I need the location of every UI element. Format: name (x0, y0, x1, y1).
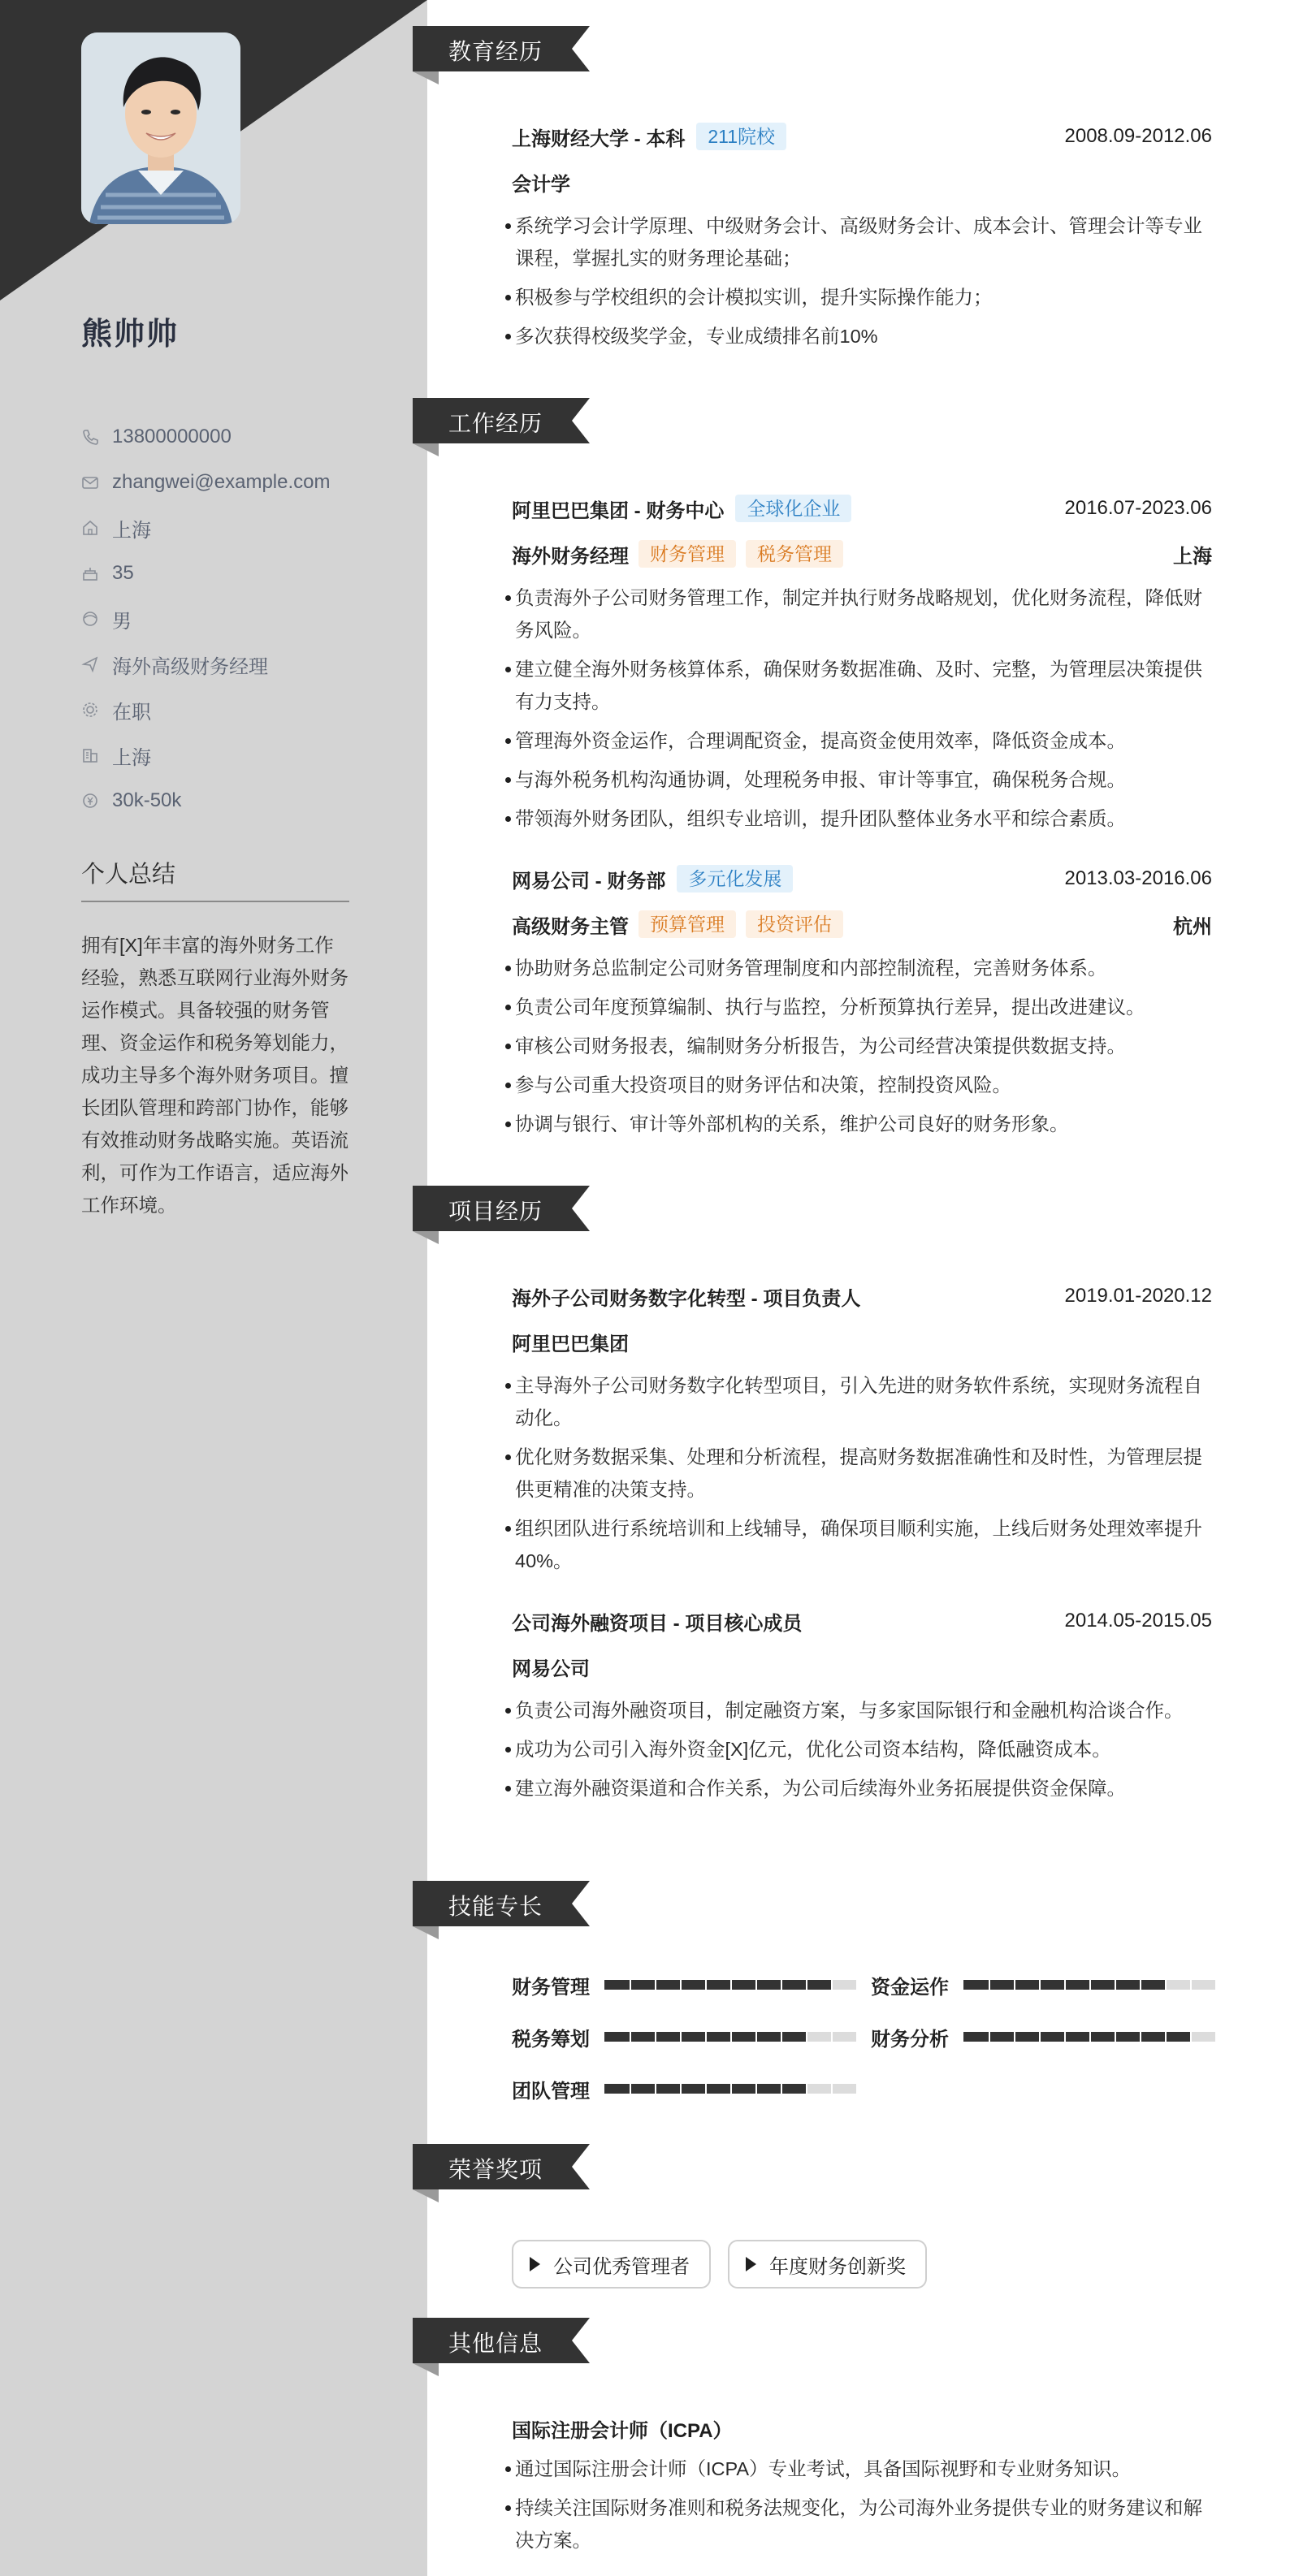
skill-bar-divider (1115, 2032, 1116, 2042)
school-name: 上海财经大学 - 本科 (512, 128, 686, 150)
phone-icon (81, 428, 99, 446)
skill-tag: 投资评估 (746, 910, 843, 938)
skill-tag: 税务管理 (746, 540, 843, 568)
list-item: 通过国际注册会计师（ICPA）专业考试，具备国际视野和专业财务知识。 (512, 2453, 1212, 2485)
work-entry-1 (512, 492, 1212, 841)
job-title: 海外财务经理 (512, 545, 629, 568)
skill-item: 财务分析 (871, 2021, 1215, 2053)
skill-bar-divider (831, 2084, 833, 2094)
skill-tag: 财务管理 (639, 540, 736, 568)
info-phone: 13800000000 (81, 414, 390, 460)
skill-bar-divider (1165, 2032, 1167, 2042)
skill-bar (963, 1980, 1215, 1990)
list-item: 组织团队进行系统培训和上线辅导，确保项目顺利实施，上线后财务处理效率提升40%。 (512, 1512, 1212, 1577)
project-entry-1 (512, 1280, 1212, 1584)
skill-bar-divider (1064, 2032, 1066, 2042)
gender-icon (81, 610, 99, 628)
list-item: 持续关注国际财务准则和税务法规变化，为公司海外业务提供专业的财务建议和解决方案。 (512, 2492, 1212, 2557)
info-location: 上海 (81, 505, 390, 551)
play-triangle-icon (746, 2257, 756, 2271)
company-tag: 多元化发展 (677, 865, 793, 893)
company-name: 阿里巴巴集团 - 财务中心 (512, 499, 725, 522)
list-item: 建立海外融资渠道和合作关系，为公司后续海外业务拓展提供资金保障。 (512, 1772, 1212, 1804)
skill-bar-divider (1115, 1980, 1116, 1990)
honor-badge: 公司优秀管理者 (512, 2240, 711, 2289)
list-item: 系统学习会计学原理、中级财务会计、高级财务会计、成本会计、管理会计等专业课程，掌握扎实的财务理论基础； (512, 210, 1212, 274)
list-item: 协助财务总监制定公司财务管理制度和内部控制流程，完善财务体系。 (512, 952, 1212, 984)
work-date: 2013.03-2016.06 (1064, 867, 1212, 889)
skill-bar-divider (1014, 2032, 1015, 2042)
work-date: 2016.07-2023.06 (1064, 497, 1212, 519)
company-tag: 全球化企业 (735, 495, 851, 522)
project-title: 海外子公司财务数字化转型 - 项目负责人 (512, 1287, 861, 1310)
skill-bar (963, 2032, 1215, 2042)
skill-bar-divider (781, 2084, 782, 2094)
skill-bar-divider (1039, 2032, 1041, 2042)
home-icon (81, 519, 99, 537)
skill-bar-divider (989, 1980, 990, 1990)
honor-badge: 年度财务创新奖 (728, 2240, 927, 2289)
skill-item: 财务管理 (512, 1969, 856, 2001)
skill-bar-divider (630, 2032, 631, 2042)
skill-bar-divider (730, 2032, 732, 2042)
list-item: 负责海外子公司财务管理工作，制定并执行财务战略规划，优化财务流程，降低财务风险。 (512, 581, 1212, 646)
project-date: 2014.05-2015.05 (1064, 1610, 1212, 1632)
skill-bar-divider (680, 2084, 682, 2094)
project-org: 阿里巴巴集团 (512, 1333, 629, 1355)
age-icon (81, 564, 99, 582)
skill-bar-divider (781, 1980, 782, 1990)
skill-bar-divider (705, 2084, 707, 2094)
work-entry-2 (512, 862, 1212, 1147)
avatar (81, 32, 240, 224)
skill-bar-divider (755, 2032, 757, 2042)
skill-bar (604, 2084, 856, 2094)
skill-bar-divider (655, 2032, 656, 2042)
project-entry-2 (512, 1605, 1212, 1811)
project-title: 公司海外融资项目 - 项目核心成员 (512, 1612, 803, 1635)
sidebar (0, 0, 427, 2576)
list-item: 负责公司海外融资项目，制定融资方案，与多家国际银行和金融机构洽谈合作。 (512, 1694, 1212, 1727)
main-content: 教育经历 上海财经大学 - 本科 211院校 2008.09-2012.06 会计学 系统学习会计学原理、中级财务会计、高级财务会计、成本会计、管理会计等专业课程，掌握扎实的财务理论基础； 积极参与学校组织的会计模拟实训，提升实际操作能力； 多次获得校级奖学金，专业成绩排名前10% 工作经历 阿里巴巴集团 - 财务中心 全球化企业 2016.07-2023.06 海外财务经理 财务管理 税务管理 上海 负责海外子公司财务管理工作，制定并执行财务战略规划，优化财务流程，降低财务风险。 建立健全海外财务核算体系，确保财务数据准确、及时、完整，为管理层决策提供有力支持。 管理海外资金运作，合理调配资金，提高资金使用效率，降低资金成本。 与海外税务机构沟通协调，处理税务申报、审计等事宜，确保税务合规。 带领海外财务团队，组织专业培训，提升团队整体业务水平和综合素质。 网易公司 - 财务部 多元化发展 2013.03-2016.06 高级财务主管 预算管理 投资评估 杭州 协助财务总监制定公司财务管理制度和内部控制流程，完善财务体系。 负责公司年度预算编制、执行与监控，分析预算执行差异，提出改进建议。 审核公司财务报表，编制财务分析报告，为公司经营决策提供数据支持。 参与公司重大投资项目的财务评估和决策，控制投资风险。 协调与银行、审计等外部机构的关系，维护公司良好的财务形象。 项目经历 海外子公司财务数字化转型 - 项目负责人 2019.01-2020.12 阿里巴巴集团 主导海外子公司财务数字化转型项目，引入先进的财务软件系统，实现财务流程自动化。 优化财务数据采集、处理和分析流程，提高财务数据准确性和及时性，为管理层提供更精准的决策支持。 组织团队进行系统培训和上线辅导，确保项目顺利实施，上线后财务处理效率提升40%。 公司海外融资项目 - 项目核心成员 2014.05-2015.05 网易公司 负责公司海外融资项目，制定融资方案，与多家国际银行和金融机构洽谈合作。 成功为公司引入海外资金[X]亿元，优化公司资本结构，降低融资成本。 建立海外融资渠道和合作关系，为公司后续海外业务拓展提供资金保障。 技能专长 财务管理 资金运作 税务筹划 财务分析 团队管理 荣誉奖项 公司优秀管理者 年度财务创新奖 其他信息 国际注册会计师（ICPA） 通过国际注册会计师（ICPA）专业考试，具备国际视野和专业财务知识。 持续关注国际财务准则和税务法规变化，为公司海外业务提供专业的财务建议和解决方案。 (427, 0, 1290, 2576)
skill-bar-divider (806, 2032, 807, 2042)
skill-bar-divider (730, 2084, 732, 2094)
info-email: zhangwei@example.com (81, 460, 390, 505)
target-position-icon (81, 655, 99, 673)
skill-bar-divider (989, 2032, 990, 2042)
skill-bar-divider (1039, 1980, 1041, 1990)
list-item: 参与公司重大投资项目的财务评估和决策，控制投资风险。 (512, 1069, 1212, 1101)
other-entry (512, 2412, 1212, 2563)
play-triangle-icon (530, 2257, 540, 2271)
skill-bar-divider (806, 1980, 807, 1990)
skill-bar-divider (1140, 1980, 1141, 1990)
work-location: 上海 (1173, 545, 1212, 568)
skill-bar-divider (1014, 1980, 1015, 1990)
summary-text: 拥有[X]年丰富的海外财务工作经验，熟悉互联网行业海外财务运作模式。具备较强的财务管理、资金运作和税务筹划能力，成功主导多个海外财务项目。擅长团队管理和跨部门协作，能够有效推动财务战略实施。英语流利，可作为工作语言，适应海外工作环境。 (81, 935, 348, 1216)
skill-bar (604, 2032, 856, 2042)
skill-bar-divider (781, 2032, 782, 2042)
skill-bar (604, 1980, 856, 1990)
city-icon (81, 746, 99, 764)
skill-bar-divider (1140, 2032, 1141, 2042)
info-age: 35 (81, 551, 390, 596)
skill-bar-divider (1089, 1980, 1091, 1990)
company-name: 网易公司 - 财务部 (512, 870, 666, 893)
list-item: 管理海外资金运作，合理调配资金，提高资金使用效率，降低资金成本。 (512, 724, 1212, 757)
skill-bar-divider (806, 2084, 807, 2094)
skill-item: 税务筹划 (512, 2021, 856, 2053)
list-item: 优化财务数据采集、处理和分析流程，提高财务数据准确性和及时性，为管理层提供更精准的决策支持。 (512, 1441, 1212, 1506)
info-salary: 30k-50k (81, 778, 390, 823)
project-org: 网易公司 (512, 1658, 590, 1680)
skill-bar-divider (831, 1980, 833, 1990)
education-entry (512, 120, 1212, 359)
list-item: 与海外税务机构沟通协调，处理税务申报、审计等事宜，确保税务合规。 (512, 763, 1212, 796)
skill-bar-divider (630, 2084, 631, 2094)
skill-bar-divider (1064, 1980, 1066, 1990)
info-gender: 男 (81, 596, 390, 642)
skill-item: 团队管理 (512, 2072, 856, 2105)
certificate-title: 国际注册会计师（ICPA） (512, 2419, 733, 2442)
skill-bar-divider (630, 1980, 631, 1990)
list-item: 带领海外财务团队，组织专业培训，提升团队整体业务水平和综合素质。 (512, 802, 1212, 835)
skill-bar-divider (730, 1980, 732, 1990)
mail-icon (81, 473, 99, 491)
skill-bar-divider (755, 2084, 757, 2094)
skill-bar-divider (680, 2032, 682, 2042)
project-date: 2019.01-2020.12 (1064, 1285, 1212, 1307)
skill-bar-divider (1089, 2032, 1091, 2042)
skill-item: 资金运作 (871, 1969, 1215, 2001)
skill-bar-divider (655, 1980, 656, 1990)
list-item: 负责公司年度预算编制、执行与监控，分析预算执行差异，提出改进建议。 (512, 991, 1212, 1023)
skill-bar-divider (705, 1980, 707, 1990)
skill-bar-divider (755, 1980, 757, 1990)
skill-bar-divider (680, 1980, 682, 1990)
school-tag: 211院校 (696, 123, 786, 150)
info-target-position: 海外高级财务经理 (81, 642, 390, 687)
skill-bar-divider (705, 2032, 707, 2042)
info-city: 上海 (81, 733, 390, 778)
job-title: 高级财务主管 (512, 915, 629, 938)
list-item: 成功为公司引入海外资金[X]亿元，优化公司资本结构，降低融资成本。 (512, 1733, 1212, 1766)
skill-tag: 预算管理 (639, 910, 736, 938)
skill-bar-divider (831, 2032, 833, 2042)
info-status: 在职 (81, 687, 390, 733)
major: 会计学 (512, 173, 570, 196)
list-item: 审核公司财务报表，编制财务分析报告，为公司经营决策提供数据支持。 (512, 1030, 1212, 1062)
list-item: 主导海外子公司财务数字化转型项目，引入先进的财务软件系统，实现财务流程自动化。 (512, 1369, 1212, 1434)
work-location: 杭州 (1173, 915, 1212, 938)
candidate-name: 熊帅帅 (81, 318, 180, 352)
salary-icon (81, 792, 99, 810)
list-item: 协调与银行、审计等外部机构的关系，维护公司良好的财务形象。 (512, 1108, 1212, 1140)
skill-bar-divider (1190, 2032, 1192, 2042)
list-item: 建立健全海外财务核算体系，确保财务数据准确、及时、完整，为管理层决策提供有力支持。 (512, 653, 1212, 718)
skill-bar-divider (1190, 1980, 1192, 1990)
skill-bar-divider (655, 2084, 656, 2094)
contact-info-list (81, 414, 390, 823)
education-date: 2008.09-2012.06 (1064, 125, 1212, 147)
skill-bar-divider (1165, 1980, 1167, 1990)
list-item: 多次获得校级奖学金，专业成绩排名前10% (512, 320, 1212, 352)
status-icon (81, 701, 99, 719)
list-item: 积极参与学校组织的会计模拟实训，提升实际操作能力； (512, 281, 1212, 313)
summary-title: 个人总结 (81, 856, 349, 902)
